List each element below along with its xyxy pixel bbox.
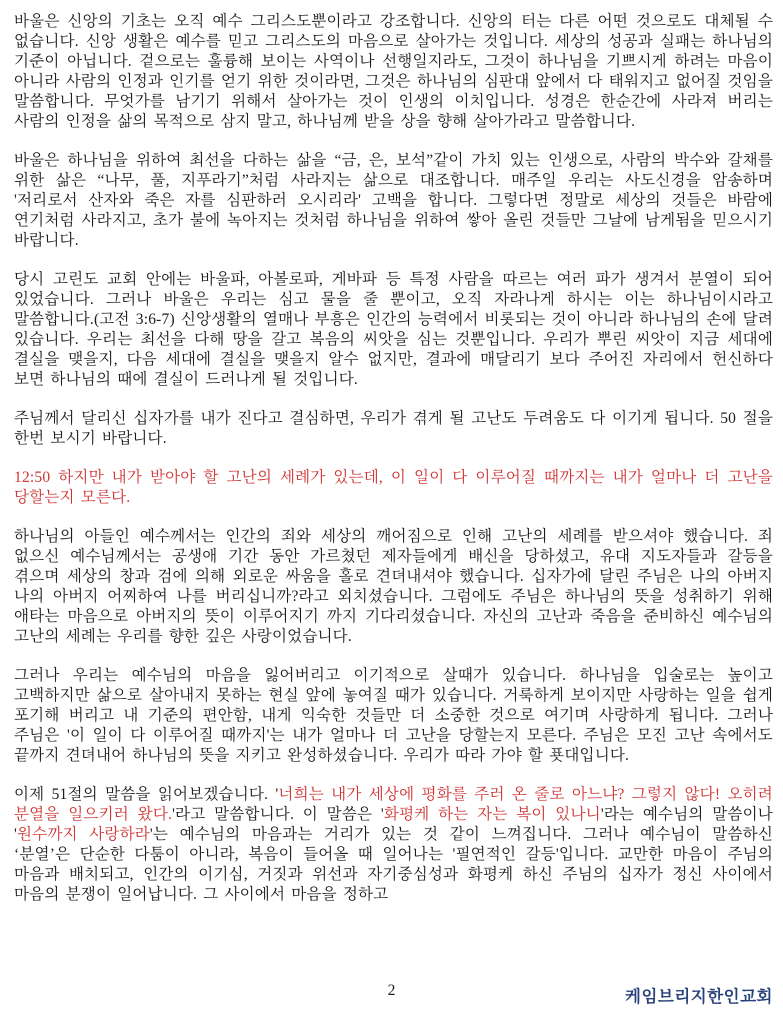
emphasized-red-text: 화평케 하는 자는 복이 있나니 — [383, 806, 601, 823]
body-text: 당시 고린도 교회 안에는 바울파, 아볼로파, 게바파 등 특정 사람을 따르는 여러 파가 생겨서 분열이 되어 있었습니다. 그러나 바울은 우리는 심고 물을 줄 뿐이고, 오직 자라나게 하시는 이는 하나님이시라고 말씀합니다.(고전 3:6-7) 신앙생활의 열매나 부흥은 인간의 능력에서 비롯되는 것이 아니라 하나님의 손에 달려 있습니다. 우리는 최선을 다해 땅을 갈고 복음의 씨앗을 심는 것뿐입니다. 우리가 뿌린 씨앗이 지금 세대에 결실을 맺을지, 다음 세대에 결실을 맺을지 알수 없지만, 결과에 매달리기 보다 주어진 자리에서 헌신하다 보면 하나님의 때에 결실이 드러나게 될 것입니다. — [14, 271, 773, 388]
body-text: '라고 말씀합니다. 이 말씀은 ' — [172, 806, 384, 823]
body-text: 그러나 우리는 예수님의 마음을 잃어버리고 이기적으로 살때가 있습니다. 하나님을 입술로는 높이고 고백하지만 삶으로 살아내지 못하는 현실 앞에 놓여질 때가 있습니다. 거룩하게 보이지만 사랑하는 일을 쉽게 포기해 버리고 내 기준의 편안함, 내게 익숙한 것들만 더 소중한 것으로 여기며 사랑하게 됩니다. 그러나 주님은 '이 일이 다 이루어질 때까지'는 내가 얼마나 더 고난을 당할는지 모른다. 주님은 모진 고난 속에서도 끝까지 견뎌내어 하나님의 뜻을 지키고 완성하셨습니다. 우리가 따라 가야 할 푯대입니다. — [14, 667, 773, 764]
paragraph-verse-luke-12-50 — [14, 468, 773, 508]
page-footer — [0, 982, 773, 1008]
emphasized-red-text: 12:50 하지만 내가 받아야 할 고난의 세례가 있는데, 이 일이 다 이루어질 때까지는 내가 얼마나 더 고난을 당할는지 모른다. — [14, 469, 773, 506]
body-text: 바울은 하나님을 위하여 최선을 다하는 삶을 “금, 은, 보석”같이 가치 있는 인생으로, 사람의 박수와 갈채를 위한 삶은 “나무, 풀, 지푸라기”처럼 사라지는 삶으로 대조합니다. 매주일 우리는 사도신경을 암송하며 '저리로서 산자와 죽은 자를 심판하러 오시리라' 고백을 합니다. 그렇다면 정말로 세상의 것들은 바람에 연기처럼 사라지고, 초가 불에 녹아지는 것처럼 하나님을 위하여 쌓아 올린 것들만 그날에 남게됨을 믿으시기 바랍니다. — [14, 152, 773, 249]
paragraph-faith-foundation — [14, 12, 773, 132]
document-body — [14, 12, 773, 924]
body-text: 바울은 신앙의 기초는 오직 예수 그리스도뿐이라고 강조합니다. 신앙의 터는 다른 어떤 것으로도 대체될 수 없습니다. 신앙 생활은 예수를 믿고 그리스도의 마음으로 살아가는 것입니다. 세상의 성공과 실패는 하나님의 기준이 아닙니다. 겉으로는 훌륭해 보이는 사역이나 선행일지라도, 그것이 하나님을 기쁘시게 하려는 마음이 아니라 사람의 인정과 인기를 얻기 위한 것이라면, 그것은 하나님의 심판대 앞에서 다 태워지고 없어질 것임을 말씀합니다. 무엇가를 남기기 위해서 살아가는 것이 인생의 이치입니다. 성경은 한순간에 사라져 버리는 사람의 인정을 삶의 목적으로 삼지 말고, 하나님께 받을 상을 향해 살아가라고 말씀합니다. — [14, 13, 773, 130]
emphasized-red-text: 원수까지 사랑하라 — [17, 826, 150, 843]
paragraph-corinth-division — [14, 270, 773, 390]
body-text: '라는 예수님의 말씀이나 ' — [14, 806, 773, 843]
paragraph-losing-jesus-heart — [14, 666, 773, 766]
page-number: 2 — [387, 982, 396, 999]
paragraph-verse-51-division — [14, 785, 773, 905]
paragraph-cross-resolve — [14, 409, 773, 449]
paragraph-baptism-of-suffering — [14, 527, 773, 647]
emphasized-red-text: 너희는 내가 세상에 평화를 주러 온 줄로 아느냐? 그렇지 않다! 오히려 분열을 일으키러 왔다. — [14, 786, 773, 823]
paragraph-gold-silver-jewels — [14, 151, 773, 251]
church-name: 케임브리지한인교회 — [625, 987, 773, 1006]
body-text: '는 예수님의 마음과는 거리가 있는 것 같이 느껴집니다. 그러나 예수님이 말씀하신 ‘분열’은 단순한 다툼이 아니라, 복음이 들어올 때 일어나는 '필연적인 갈등'입니다. 교만한 마음이 주님의 마음과 배치되고, 인간의 이기심, 거짓과 위선과 자기중심성과 화평케 하신 주님의 십자가 정신 사이에서 마음의 분쟁이 일어납니다. 그 사이에서 마음을 정하고 — [14, 826, 773, 903]
body-text: 하나님의 아들인 예수께서는 인간의 죄와 세상의 깨어짐으로 인해 고난의 세례를 받으셔야 했습니다. 죄 없으신 예수님께서는 공생애 기간 동안 가르쳤던 제자들에게 배신을 당하셨고, 유대 지도자들과 갈등을 겪으며 세상의 창과 검에 의해 외로운 싸움을 홀로 견뎌내셔야 했습니다. 십자가에 달린 주님은 나의 아버지 나의 아버지 어찌하여 나를 버리십니까?라고 외치셨습니다. 그럼에도 주님은 하나님의 뜻을 성취하기 위해 애타는 마음으로 아버지의 뜻이 이루어지기 까지 기다리셨습니다. 자신의 고난과 죽음을 준비하신 예수님의 고난의 세례는 우리를 향한 깊은 사랑이었습니다. — [14, 528, 773, 645]
body-text: 이제 51절의 말씀을 읽어보겠습니다. ' — [14, 786, 279, 803]
body-text: 주님께서 달리신 십자가를 내가 진다고 결심하면, 우리가 겪게 될 고난도 두려움도 다 이기게 됩니다. 50 절을 한번 보시기 바랍니다. — [14, 410, 773, 447]
